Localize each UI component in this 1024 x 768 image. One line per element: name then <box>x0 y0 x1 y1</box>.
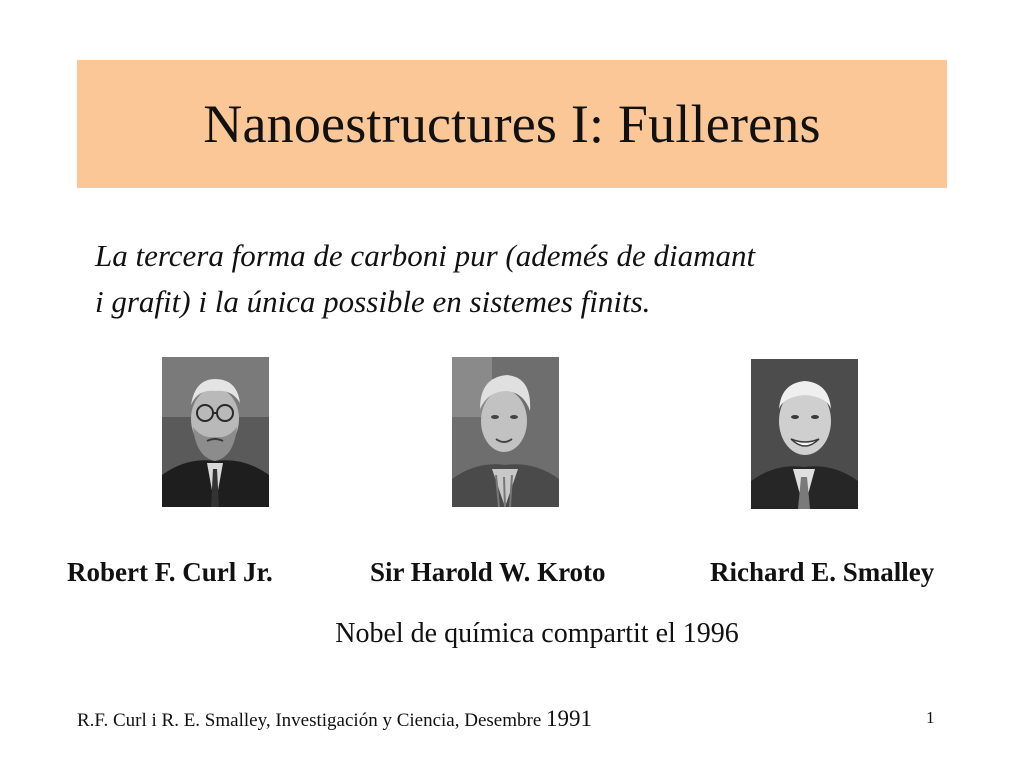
page-number: 1 <box>926 708 935 727</box>
portrait-kroto <box>452 357 559 507</box>
name-kroto: Sir Harold W. Kroto <box>370 557 606 587</box>
reference-citation <box>77 706 592 732</box>
slide-title: Nanoestructures I: Fullerens <box>203 94 821 154</box>
portrait-smalley <box>751 359 858 509</box>
title-banner <box>77 60 947 188</box>
slide-subtitle <box>95 233 975 325</box>
laureate-names <box>0 557 1024 593</box>
name-smalley: Richard E. Smalley <box>710 557 935 587</box>
name-curl: Robert F. Curl Jr. <box>67 557 273 587</box>
portrait-curl <box>162 357 269 507</box>
reference-text: R.F. Curl i R. E. Smalley, Investigación y Ciencia, Desembre <box>77 710 542 731</box>
subtitle-line-1: La tercera forma de carboni pur (ademés de diamant <box>95 238 756 273</box>
reference-year: 1991 <box>546 706 592 731</box>
nobel-caption: Nobel de química compartit el 1996 <box>335 618 739 649</box>
subtitle-line-2: i grafit) i la única possible en sistemes finits. <box>95 284 651 319</box>
